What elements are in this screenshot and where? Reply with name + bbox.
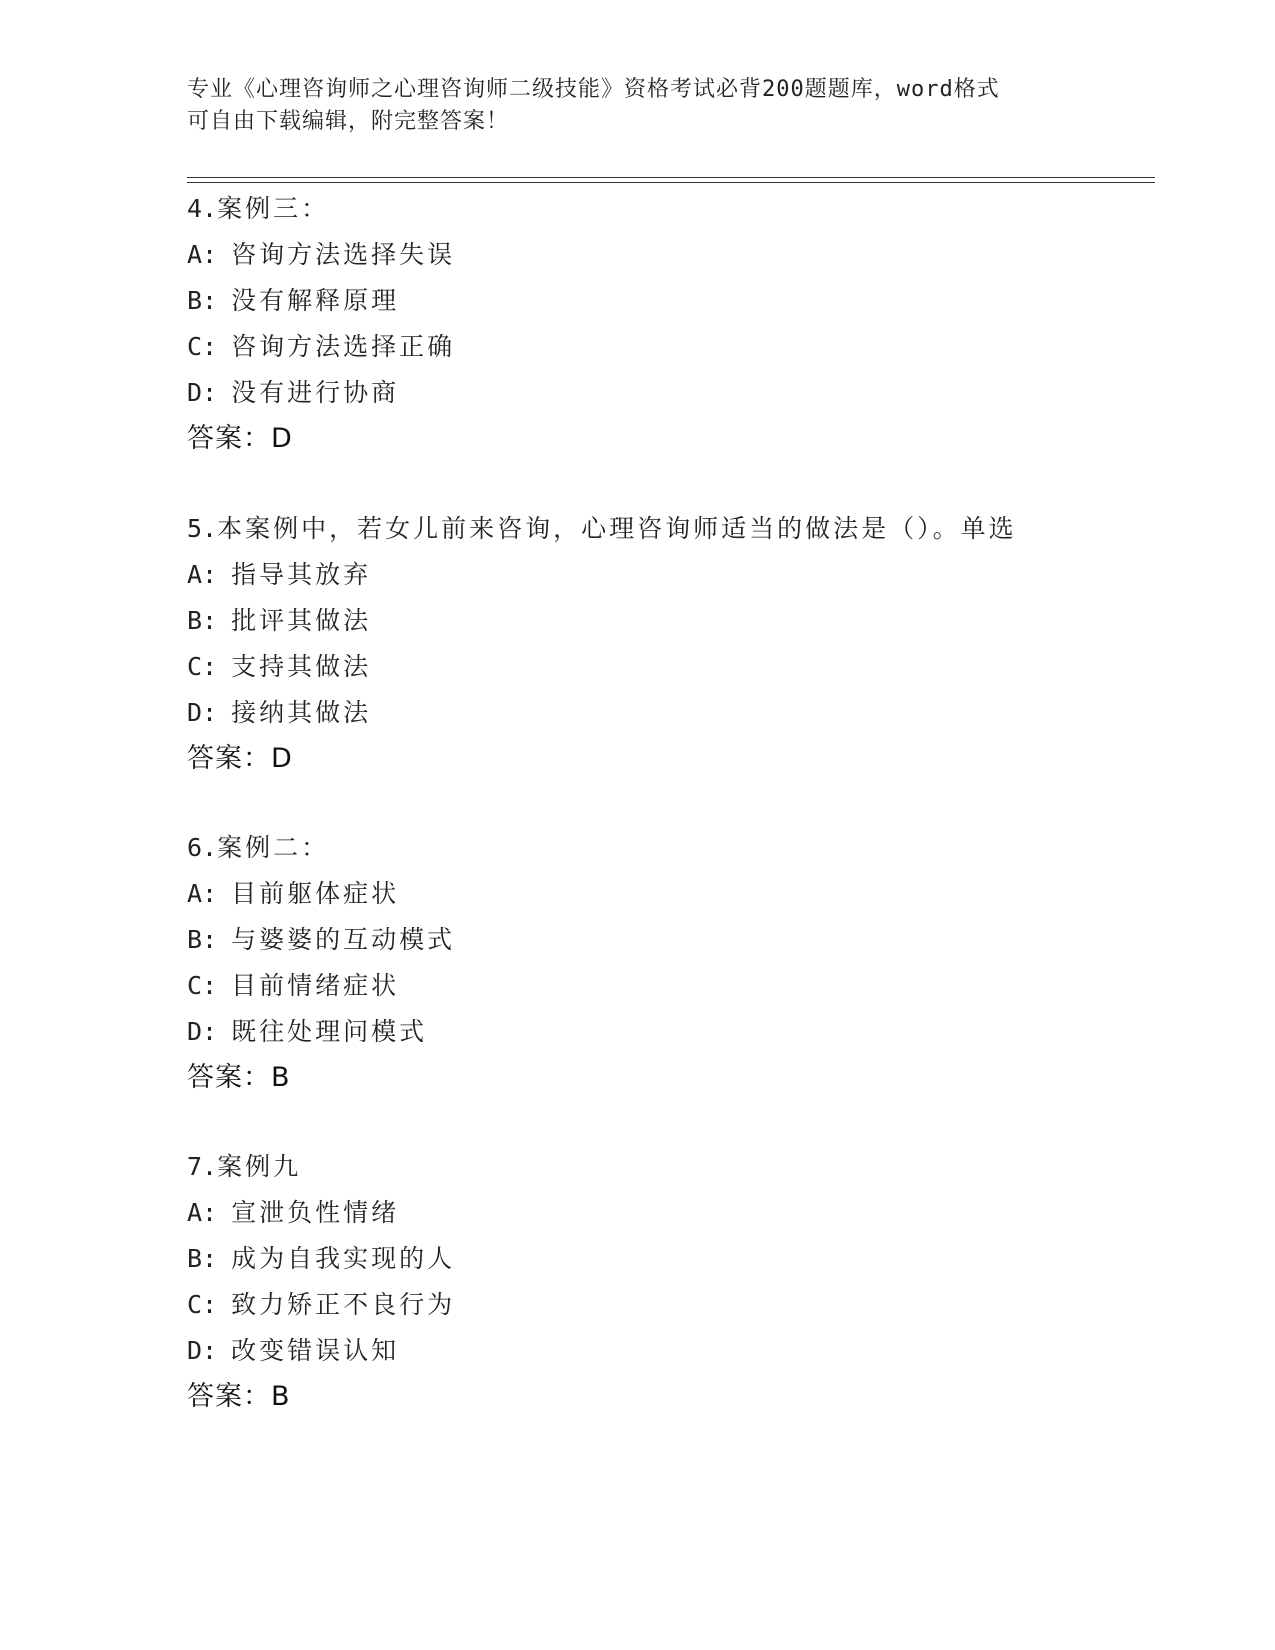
question-text: 案例三： [217,194,330,223]
option-key: A: [187,879,218,908]
option-c [187,1282,1147,1328]
option-a [187,871,1147,917]
option-key: B: [187,925,218,954]
question-number: 6. [187,833,218,862]
option-text: 咨询方法选择失误 [231,240,456,269]
option-key: C: [187,652,218,681]
question-block [187,825,1147,1101]
option-key: C: [187,971,218,1000]
question-text: 案例二： [217,833,330,862]
option-key: A: [187,240,218,269]
option-b [187,917,1147,963]
option-c [187,963,1147,1009]
option-d [187,1009,1147,1055]
option-text: 成为自我实现的人 [231,1244,456,1273]
option-key: A: [187,560,218,589]
option-text: 目前情绪症状 [231,971,400,1000]
option-d [187,1328,1147,1374]
question-block [187,1144,1147,1420]
option-text: 批评其做法 [231,606,372,635]
option-d [187,690,1147,736]
option-text: 改变错误认知 [231,1336,400,1365]
option-text: 支持其做法 [231,652,372,681]
answer-line: 答案：D [187,423,293,454]
option-text: 咨询方法选择正确 [231,332,456,361]
question-stem [187,186,1147,232]
answer-line: 答案：D [187,743,293,774]
option-a [187,1190,1147,1236]
option-text: 接纳其做法 [231,698,372,727]
option-key: C: [187,332,218,361]
answer-line: 答案：B [187,1062,291,1093]
question-number: 4. [187,194,218,223]
option-text: 与婆婆的互动模式 [231,925,456,954]
option-key: D: [187,378,218,407]
question-stem [187,825,1147,871]
option-key: D: [187,1017,218,1046]
header-divider-top [187,177,1155,178]
option-key: C: [187,1290,218,1319]
question-block [187,186,1147,462]
header-line-1: 专业《心理咨询师之心理咨询师二级技能》资格考试必背200题题库，word格式 [187,77,1000,102]
option-text: 目前躯体症状 [231,879,400,908]
option-d [187,370,1147,416]
option-key: A: [187,1198,218,1227]
option-text: 没有进行协商 [231,378,400,407]
option-b [187,598,1147,644]
option-b [187,278,1147,324]
option-key: D: [187,1336,218,1365]
option-a [187,232,1147,278]
option-text: 没有解释原理 [231,286,400,315]
option-b [187,1236,1147,1282]
option-key: B: [187,1244,218,1273]
option-a [187,552,1147,598]
answer-line: 答案：B [187,1381,291,1412]
question-number: 7. [187,1152,218,1181]
option-text: 致力矫正不良行为 [231,1290,456,1319]
option-text: 指导其放弃 [231,560,372,589]
option-key: B: [187,286,218,315]
header-divider-bottom [187,182,1155,183]
option-c [187,644,1147,690]
document-header [187,74,1087,138]
question-text: 案例九 [217,1152,302,1181]
question-block [187,506,1147,782]
option-key: B: [187,606,218,635]
option-text: 既往处理问模式 [231,1017,428,1046]
question-text: 本案例中，若女儿前来咨询，心理咨询师适当的做法是（）。单选 [217,514,1017,543]
option-c [187,324,1147,370]
question-stem [187,506,1147,552]
option-text: 宣泄负性情绪 [231,1198,400,1227]
question-stem [187,1144,1147,1190]
header-line-2: 可自由下载编辑，附完整答案！ [187,109,510,134]
option-key: D: [187,698,218,727]
question-number: 5. [187,514,218,543]
